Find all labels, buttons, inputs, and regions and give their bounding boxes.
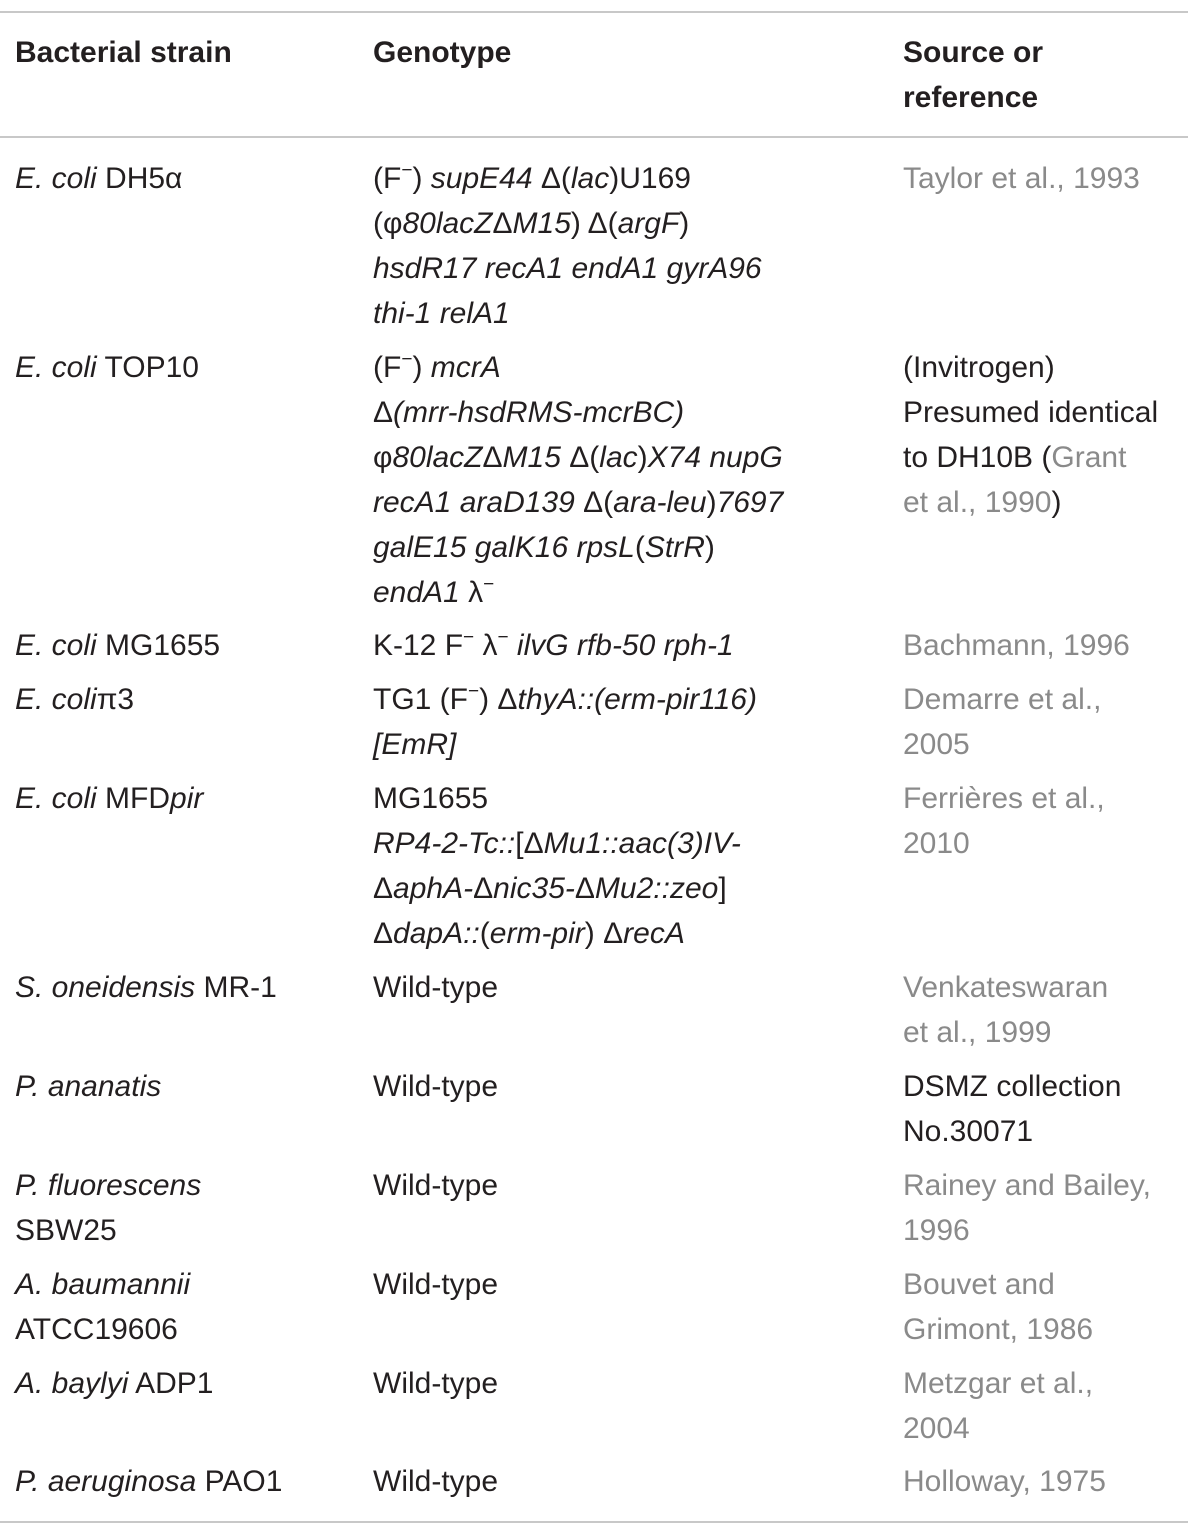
strain-cell: P. fluorescens SBW25 — [15, 1169, 202, 1247]
source-cell: Bouvet and Grimont, 1986 — [903, 1262, 1188, 1352]
source-cell — [903, 1459, 1188, 1504]
source-cell: Ferrières et al., 2010 — [903, 776, 1188, 866]
reference-link[interactable]: Venkateswaran — [903, 971, 1109, 1004]
strain-cell: P. aeruginosa PAO1 — [15, 1465, 283, 1498]
strain-cell: A. baumannii ATCC19606 — [15, 1268, 191, 1346]
reference-link[interactable]: Grant — [1051, 441, 1127, 474]
reference-link[interactable]: Bouvet and — [903, 1268, 1055, 1301]
strain-cell: E. coli MFDpir — [15, 782, 204, 815]
strain-cell: E. coli TOP10 — [15, 351, 199, 384]
genotype-cell: TG1 (F−) ΔthyA::(erm-pir116) [EmR] — [373, 681, 757, 761]
genotype-cell: Wild-type — [373, 971, 499, 1004]
reference-link[interactable]: Bachmann, 1996 — [903, 629, 1130, 662]
strain-cell: A. baylyi ADP1 — [15, 1367, 214, 1400]
strain-cell: E. coli DH5α — [15, 162, 183, 195]
source-cell: (Invitrogen) Presumed identical to DH10B (Grant et al., 1990) — [903, 351, 1159, 519]
reference-link[interactable]: Holloway, 1975 — [903, 1465, 1106, 1498]
source-cell: Rainey and Bailey, 1996 — [903, 1163, 1188, 1253]
reference-link[interactable]: et al., 1990 — [903, 486, 1052, 519]
table-header — [0, 0, 1188, 136]
reference-link[interactable]: Rainey and Bailey, — [903, 1169, 1151, 1202]
genotype-cell: Wild-type — [373, 1268, 499, 1301]
source-cell: Demarre et al., 2005 — [903, 677, 1188, 767]
source-cell: Metzgar et al., 2004 — [903, 1361, 1188, 1451]
header-rule — [0, 136, 1188, 138]
source-cell — [903, 156, 1188, 201]
genotype-cell: Wild-type — [373, 1169, 499, 1202]
reference-link[interactable]: Demarre et al., — [903, 683, 1102, 716]
strain-cell: P. ananatis — [15, 1070, 162, 1103]
genotype-cell: Wild-type — [373, 1070, 499, 1103]
source-cell: DSMZ collection No.30071 — [903, 1070, 1122, 1148]
strain-cell: E. coli MG1655 — [15, 629, 221, 662]
reference-link[interactable]: Taylor et al., 1993 — [903, 162, 1140, 195]
source-cell: Venkateswaran et al., 1999 — [903, 965, 1188, 1055]
genotype-cell: (F−) mcrA Δ(mrr-hsdRMS-mcrBC) φ80lacZΔM15 Δ(lac)X74 nupG recA1 araD139 Δ(ara-leu)7697 galE15 galK16 rpsL(StrR) endA1 λ− — [373, 349, 784, 609]
genotype-cell: (F−) supE44 Δ(lac)U169 (φ80lacZΔM15) Δ(argF) hsdR17 recA1 endA1 gyrA96 thi-1 relA1 — [373, 160, 762, 330]
strain-cell: E. coliπ3 — [15, 683, 135, 716]
bottom-rule — [0, 1521, 1188, 1523]
genotype-cell: Wild-type — [373, 1367, 499, 1400]
header-strain: Bacterial strain — [15, 36, 232, 69]
header-source: Source or reference — [903, 36, 1044, 114]
genotype-cell: Wild-type — [373, 1465, 499, 1498]
header-genotype: Genotype — [373, 36, 512, 69]
source-cell — [903, 623, 1188, 668]
genotype-cell: MG1655 RP4-2-Tc::[ΔMu1::aac(3)IV- ΔaphA-Δnic35-ΔMu2::zeo] ΔdapA::(erm-pir) ΔrecA — [373, 782, 741, 950]
reference-link[interactable]: Ferrières et al., — [903, 782, 1105, 815]
reference-link[interactable]: Metzgar et al., — [903, 1367, 1094, 1400]
strain-cell: S. oneidensis MR-1 — [15, 971, 277, 1004]
genotype-cell: K-12 F− λ− ilvG rfb-50 rph-1 — [373, 627, 734, 662]
